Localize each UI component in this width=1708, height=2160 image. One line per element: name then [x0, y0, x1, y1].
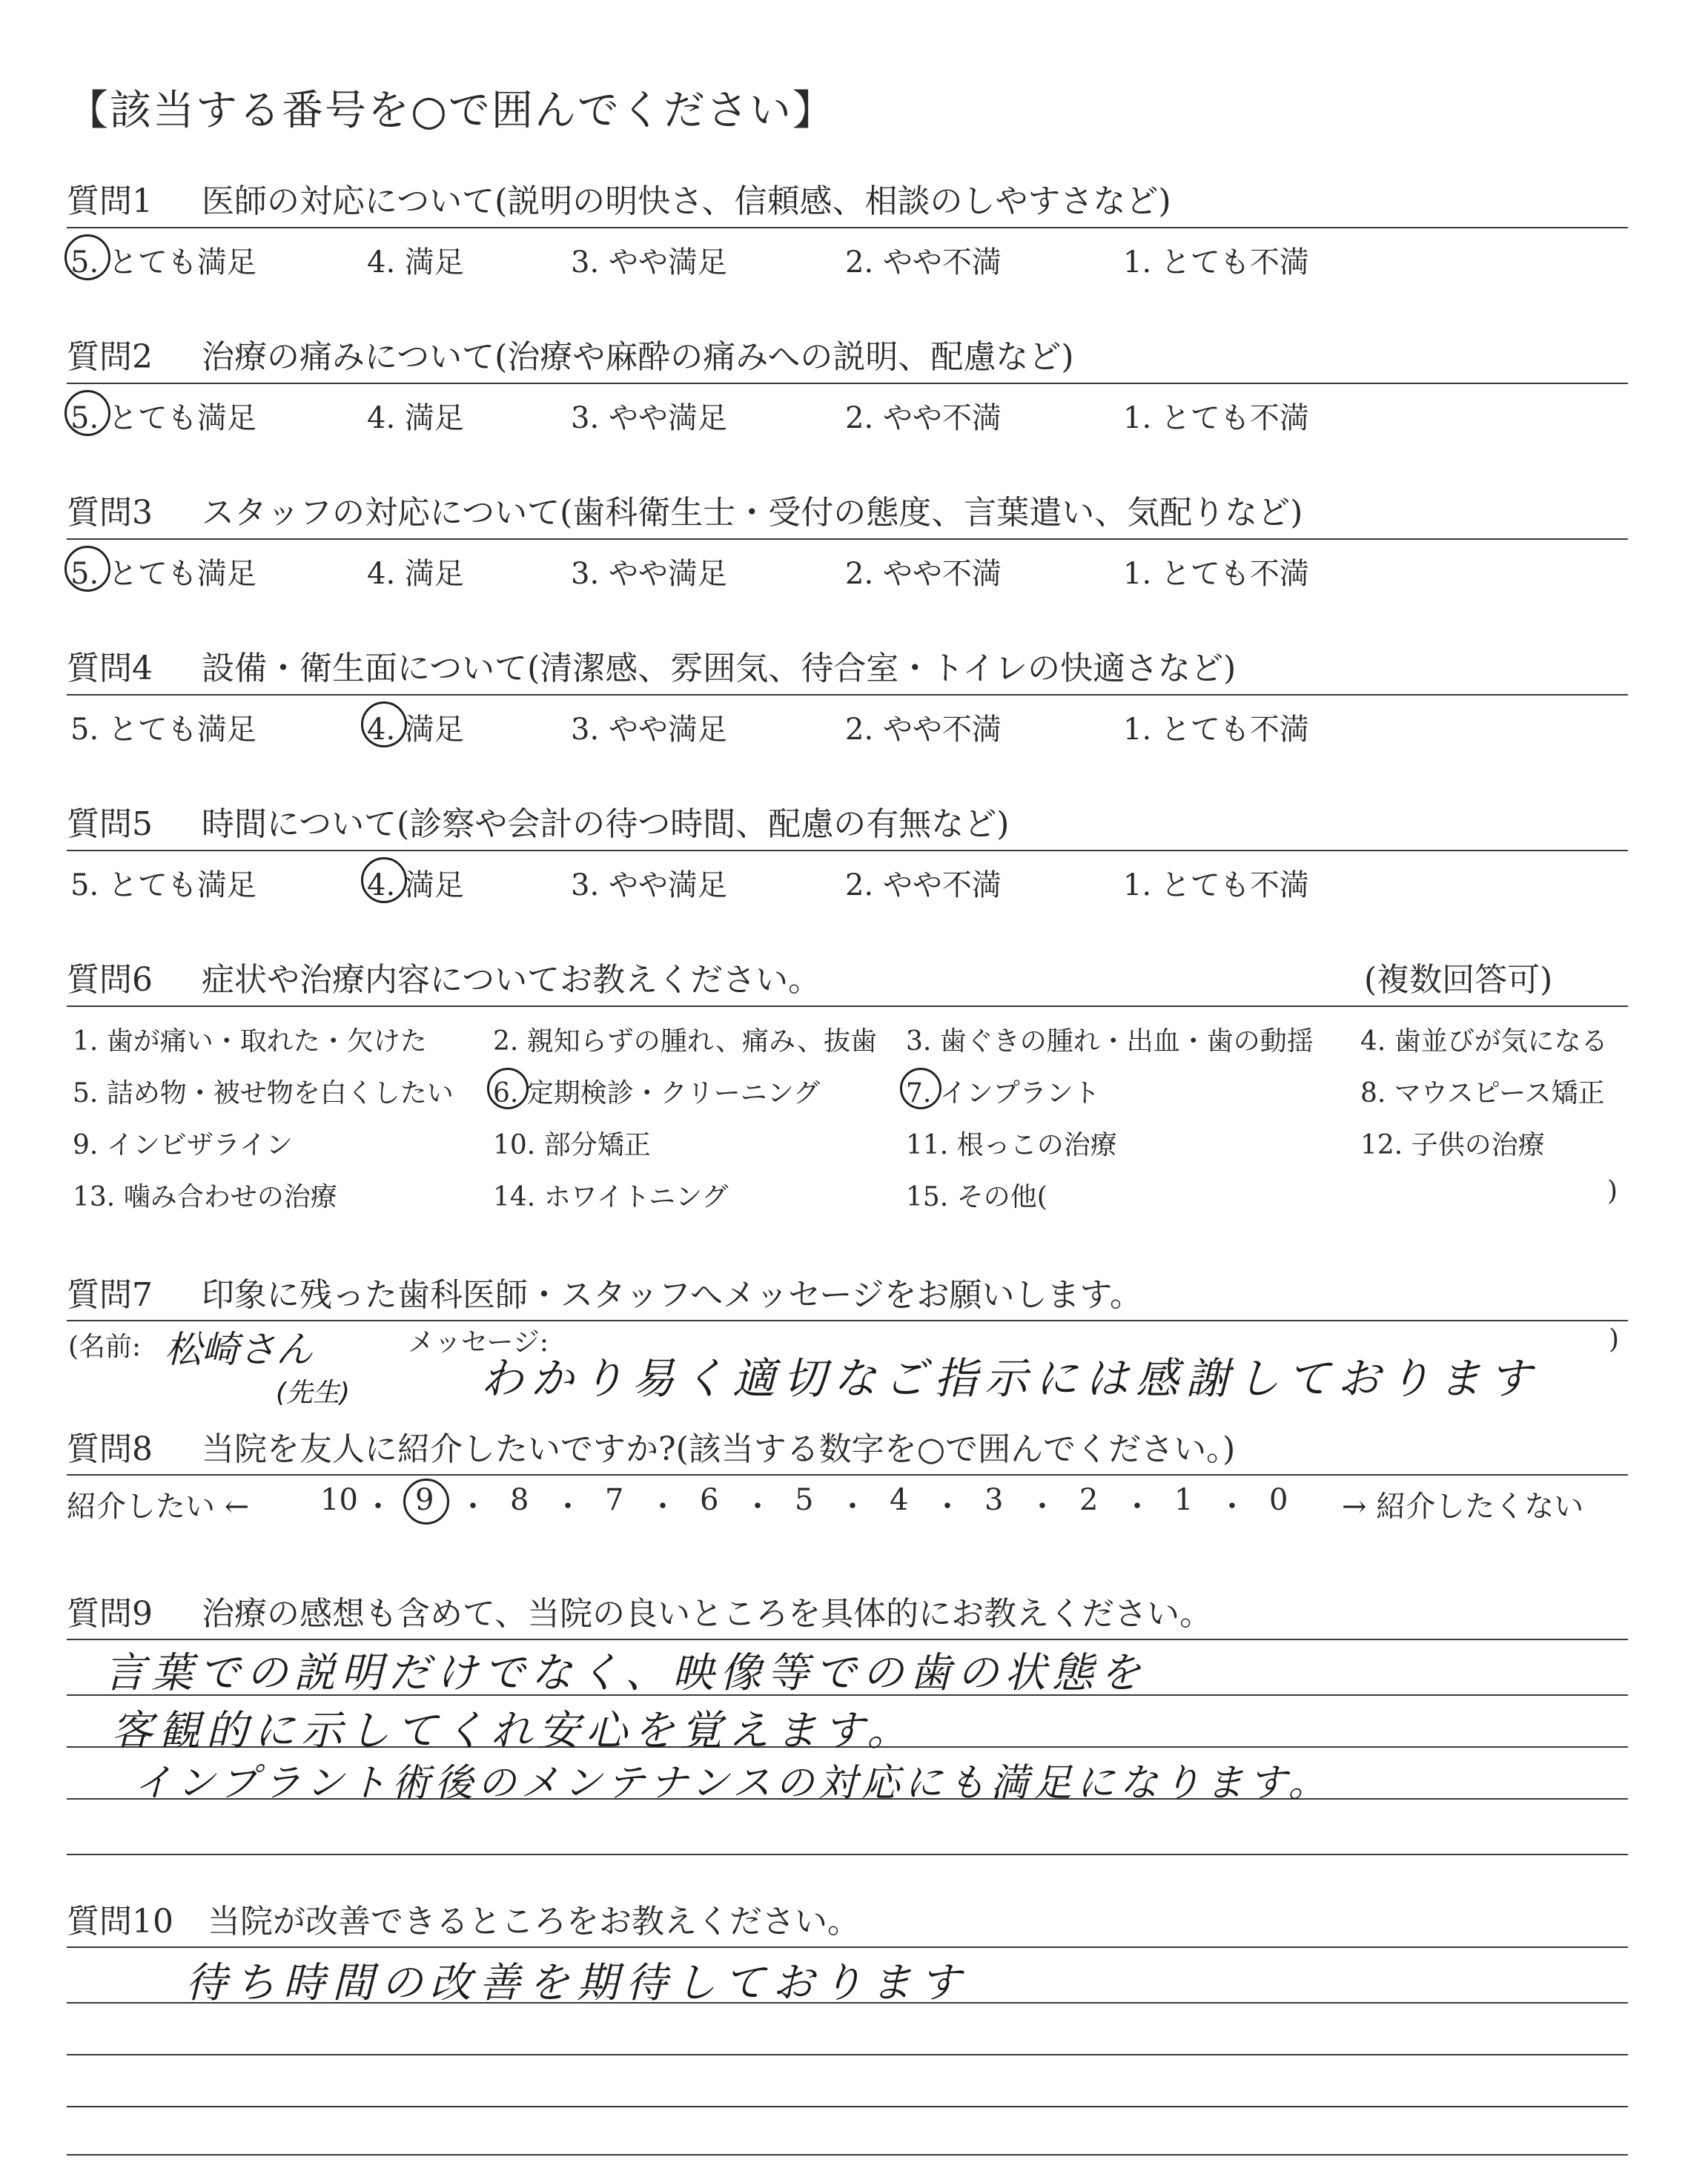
divider [67, 850, 1628, 851]
question-text: 当院が改善できるところをお教えください。 [208, 1903, 860, 1941]
rating-option[interactable]: 5. とても満足 [70, 868, 256, 902]
rating-option[interactable]: 3. やや満足 [571, 401, 727, 435]
scale-separator: ・ [363, 1490, 393, 1524]
rating-option[interactable]: 4. 満足 [367, 245, 464, 280]
treatment-option[interactable]: 8. マウスピース矯正 [1360, 1078, 1605, 1109]
selection-circle [64, 546, 110, 592]
scale-separator: ・ [458, 1490, 488, 1524]
treatment-option[interactable]: 10. 部分矯正 [493, 1130, 651, 1160]
question-label: 質問4 [67, 650, 153, 687]
selection-circle [487, 1068, 529, 1109]
question-text: 設備・衛生面について(清潔感、雰囲気、待合室・トイレの快適さなど) [202, 650, 1237, 687]
scale-separator: ・ [1217, 1490, 1247, 1524]
answer-line [67, 2106, 1628, 2107]
selection-circle [403, 1479, 449, 1525]
scale-left-label: 紹介したい ← [67, 1490, 250, 1524]
selection-circle [361, 701, 407, 747]
scale-number[interactable]: 8 [510, 1483, 529, 1517]
rating-option[interactable]: 2. やや不満 [845, 245, 1002, 280]
scale-separator: ・ [553, 1490, 583, 1524]
question-text: 印象に残った歯科医師・スタッフへメッセージをお願いします。 [202, 1276, 1142, 1314]
treatment-option[interactable]: 3. 歯ぐきの腫れ・出血・歯の動揺 [906, 1026, 1314, 1057]
close-paren: ) [1609, 1324, 1620, 1355]
scale-separator: ・ [838, 1490, 867, 1524]
treatment-option[interactable]: 15. その他( [906, 1182, 1047, 1212]
divider [67, 1474, 1628, 1476]
question-label: 質問1 [67, 182, 153, 220]
question-label: 質問2 [67, 338, 153, 376]
scale-number[interactable]: 2 [1079, 1483, 1099, 1517]
rating-option[interactable]: 1. とても不満 [1123, 557, 1309, 591]
rating-option[interactable]: 4. 満足 [367, 868, 464, 902]
answer-line [67, 1854, 1628, 1855]
question-label: 質問9 [67, 1595, 153, 1633]
handwritten-name-note: (先生) [276, 1378, 351, 1408]
rating-option[interactable]: 5. とても満足 [70, 401, 256, 435]
rating-option[interactable]: 1. とても不満 [1123, 713, 1309, 747]
question-text: 症状や治療内容についてお教えください。 [202, 961, 821, 999]
rating-option[interactable]: 3. やや満足 [571, 868, 727, 902]
divider [67, 227, 1628, 228]
scale-number[interactable]: 4 [890, 1483, 909, 1517]
page-title: 【該当する番号を○で囲んでください】 [67, 87, 835, 135]
answer-line [67, 2054, 1628, 2055]
divider [67, 538, 1628, 540]
question-label: 質問7 [67, 1276, 153, 1314]
question-text: 時間について(診察や会計の待つ時間、配慮の有無など) [202, 805, 1010, 843]
scale-separator: ・ [648, 1490, 678, 1524]
name-label: (名前: [68, 1332, 142, 1362]
scale-number[interactable]: 0 [1269, 1483, 1288, 1517]
scale-number[interactable]: 5 [795, 1483, 814, 1517]
multiple-answer-note: (複数回答可) [1364, 961, 1553, 999]
question-label: 質問5 [67, 805, 153, 843]
scale-number[interactable]: 7 [605, 1483, 624, 1517]
treatment-option[interactable]: 9. インビザライン [73, 1130, 293, 1160]
rating-option[interactable]: 1. とても不満 [1123, 401, 1309, 435]
question-text: 治療の痛みについて(治療や麻酔の痛みへの説明、配慮など) [202, 338, 1074, 376]
treatment-option[interactable]: 13. 噛み合わせの治療 [73, 1182, 337, 1212]
divider [67, 1946, 1628, 1948]
scale-number[interactable]: 1 [1174, 1483, 1194, 1517]
question-label: 質問8 [67, 1430, 153, 1468]
treatment-option[interactable]: 4. 歯並びが気になる [1360, 1026, 1608, 1057]
close-paren: ) [1607, 1176, 1618, 1206]
message-label: メッセージ: [408, 1327, 549, 1358]
treatment-option[interactable]: 6. 定期検診・クリーニング [493, 1078, 821, 1109]
rating-option[interactable]: 1. とても不満 [1123, 245, 1309, 280]
rating-option[interactable]: 4. 満足 [367, 713, 464, 747]
scale-right-label: → 紹介したくない [1342, 1490, 1584, 1524]
selection-circle [361, 857, 407, 903]
scale-number[interactable]: 6 [700, 1483, 719, 1517]
rating-option[interactable]: 3. やや満足 [571, 245, 727, 280]
scale-separator: ・ [743, 1490, 772, 1524]
treatment-option[interactable]: 5. 詰め物・被せ物を白くしたい [73, 1078, 454, 1109]
scale-separator: ・ [1027, 1490, 1057, 1524]
treatment-option[interactable]: 2. 親知らずの腫れ、痛み、抜歯 [493, 1026, 878, 1057]
question-label: 質問3 [67, 494, 153, 532]
scale-number[interactable]: 10 [320, 1483, 358, 1517]
handwritten-answer-line: 客観的に示してくれ安心を覚えます。 [111, 1707, 915, 1755]
rating-option[interactable]: 4. 満足 [367, 557, 464, 591]
rating-option[interactable]: 3. やや満足 [571, 713, 727, 747]
rating-option[interactable]: 2. やや不満 [845, 401, 1002, 435]
rating-option[interactable]: 5. とても満足 [70, 713, 256, 747]
question-text: 医師の対応について(説明の明快さ、信頼感、相談のしやすさなど) [202, 182, 1171, 220]
handwritten-answer-line: 言葉での説明だけでなく、映像等での歯の状態を [104, 1649, 1147, 1697]
rating-option[interactable]: 1. とても不満 [1123, 868, 1309, 902]
handwritten-message: わかり易く適切なご指示には感謝しております [480, 1353, 1540, 1404]
scale-separator: ・ [933, 1490, 962, 1524]
question-label: 質問6 [67, 961, 153, 999]
question-text: 当院を友人に紹介したいですか?(該当する数字を○で囲んでください。) [202, 1430, 1236, 1468]
divider [67, 1005, 1628, 1007]
rating-option[interactable]: 5. とても満足 [70, 557, 256, 591]
handwritten-answer-line: インプラント術後のメンテナンスの対応にも満足になります。 [133, 1761, 1331, 1806]
rating-option[interactable]: 2. やや不満 [845, 868, 1002, 902]
treatment-option[interactable]: 1. 歯が痛い・取れた・欠けた [73, 1026, 427, 1057]
question-text: スタッフの対応について(歯科衛生士・受付の態度、言葉遣い、気配りなど) [202, 494, 1303, 532]
treatment-option[interactable]: 7. インプラント [906, 1078, 1100, 1109]
rating-option[interactable]: 2. やや不満 [845, 557, 1002, 591]
handwritten-name: 松崎さん [165, 1328, 313, 1371]
rating-option[interactable]: 5. とても満足 [70, 245, 256, 280]
divider [67, 383, 1628, 384]
rating-option[interactable]: 4. 満足 [367, 401, 464, 435]
question-text: 治療の感想も含めて、当院の良いところを具体的にお教えください。 [202, 1595, 1213, 1633]
divider [67, 694, 1628, 696]
scale-separator: ・ [1122, 1490, 1152, 1524]
selection-circle [900, 1068, 941, 1109]
handwritten-answer-line: 待ち時間の改善を期待しております [185, 1959, 968, 2007]
treatment-option[interactable]: 14. ホワイトニング [493, 1182, 729, 1212]
treatment-option[interactable]: 12. 子供の治療 [1360, 1130, 1545, 1160]
scale-number[interactable]: 3 [984, 1483, 1004, 1517]
treatment-option[interactable]: 11. 根っこの治療 [906, 1130, 1117, 1160]
selection-circle [64, 234, 110, 280]
rating-option[interactable]: 3. やや満足 [571, 557, 727, 591]
question-label: 質問10 [67, 1903, 173, 1941]
answer-line [67, 2154, 1628, 2156]
scale-number[interactable]: 9 [415, 1483, 434, 1517]
rating-option[interactable]: 2. やや不満 [845, 713, 1002, 747]
selection-circle [64, 390, 110, 436]
